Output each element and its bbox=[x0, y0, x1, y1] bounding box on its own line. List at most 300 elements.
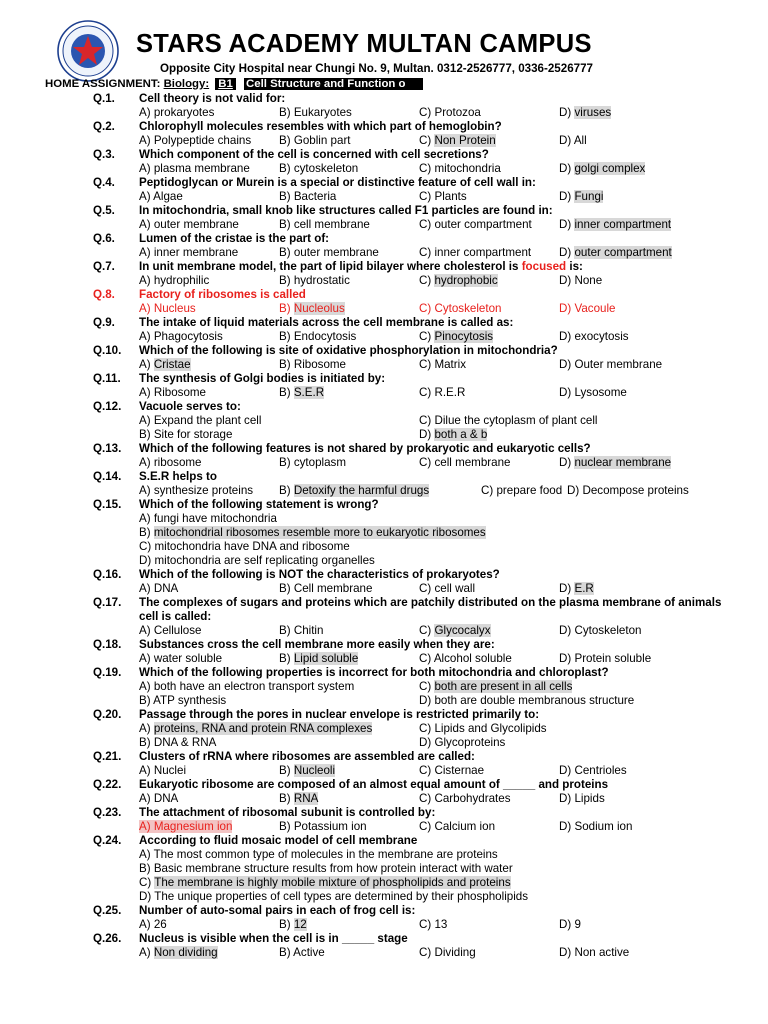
answer-option bbox=[559, 302, 616, 316]
answer-option bbox=[279, 358, 346, 372]
question-text-part: Substances cross the cell membrane more easily when they are: bbox=[139, 638, 495, 651]
answer-option bbox=[559, 106, 611, 120]
answer-option bbox=[279, 246, 379, 260]
question-text bbox=[139, 778, 608, 792]
option-row bbox=[0, 414, 768, 428]
question-number: Q.26. bbox=[93, 932, 122, 945]
question-text-part: In mitochondria, small knob like structures called F1 particles are found in: bbox=[139, 204, 553, 217]
answer-option bbox=[419, 582, 475, 596]
question-line bbox=[0, 260, 768, 274]
question-line bbox=[0, 638, 768, 652]
question-number: Q.22. bbox=[93, 778, 122, 791]
answer-option bbox=[419, 652, 512, 666]
answer-option bbox=[139, 680, 354, 694]
answer-option bbox=[279, 330, 356, 344]
academy-title: STARS ACADEMY MULTAN CAMPUS bbox=[136, 30, 592, 58]
option-text: C) Cytoskeleton bbox=[419, 302, 502, 315]
question-text-part: Which of the following properties is incorrect for both mitochondria and chloroplast? bbox=[139, 666, 609, 679]
question-text-part: S.E.R helps to bbox=[139, 470, 217, 483]
option-row bbox=[0, 302, 768, 316]
answer-option bbox=[559, 162, 645, 176]
option-text: D) Non active bbox=[559, 946, 630, 959]
answer-option bbox=[419, 722, 547, 736]
option-text: B) Endocytosis bbox=[279, 330, 357, 343]
option-row bbox=[0, 330, 768, 344]
question-text-part: The synthesis of Golgi bodies is initiated by: bbox=[139, 372, 386, 385]
question-text-part: Clusters of rRNA where ribosomes are assembled are called: bbox=[139, 750, 475, 763]
option-text: A) The most common type of molecules in the membrane are proteins bbox=[139, 848, 498, 861]
answer-option bbox=[419, 190, 467, 204]
marked-answer-text: Glycocalyx bbox=[434, 624, 491, 637]
option-text: A) fungi have mitochondria bbox=[139, 512, 277, 525]
answer-option bbox=[419, 386, 465, 400]
question-text bbox=[139, 400, 241, 414]
marked-answer-text: Detoxify the harmful drugs bbox=[293, 484, 430, 497]
question-line bbox=[0, 708, 768, 722]
answer-option bbox=[139, 876, 511, 890]
answer-option bbox=[279, 484, 429, 498]
answer-option bbox=[559, 274, 602, 288]
option-row bbox=[0, 876, 768, 890]
question-line bbox=[0, 806, 768, 820]
answer-option bbox=[559, 624, 641, 638]
answer-option bbox=[279, 274, 350, 288]
option-text: C) cell membrane bbox=[419, 456, 511, 469]
option-text: B) Ribosome bbox=[279, 358, 347, 371]
answer-option bbox=[279, 918, 307, 932]
question-number: Q.8. bbox=[93, 288, 115, 301]
answer-option bbox=[419, 736, 505, 750]
option-text: B) Basic membrane structure results from how protein interact with water bbox=[139, 862, 513, 875]
question-text bbox=[139, 372, 385, 386]
topic-title: Cell Structure and Function o bbox=[244, 78, 423, 90]
option-text: A) Algae bbox=[139, 190, 183, 203]
answer-option bbox=[139, 582, 178, 596]
option-text: C) prepare food bbox=[481, 484, 563, 497]
question-text-part: Which of the following is site of oxidative phosphorylation in mitochondria? bbox=[139, 344, 558, 357]
option-text: C) Alcohol soluble bbox=[419, 652, 512, 665]
question-number: Q.3. bbox=[93, 148, 115, 161]
academy-address: Opposite City Hospital near Chungi No. 9, Multan. 0312-2526777, 0336-2526777 bbox=[160, 62, 593, 75]
option-text: D) Vacoule bbox=[559, 302, 616, 315]
question-number: Q.12. bbox=[93, 400, 122, 413]
question-text-part: Cell theory is not valid for: bbox=[139, 92, 286, 105]
option-letter: D) bbox=[559, 218, 575, 231]
answer-option bbox=[279, 134, 351, 148]
option-letter: A) bbox=[139, 358, 154, 371]
option-text: B) cytoskeleton bbox=[279, 162, 359, 175]
option-text: B) Bacteria bbox=[279, 190, 337, 203]
option-row bbox=[0, 918, 768, 932]
question-text bbox=[139, 708, 539, 722]
answer-option bbox=[279, 820, 367, 834]
question-line bbox=[0, 498, 768, 512]
question-number: Q.25. bbox=[93, 904, 122, 917]
answer-option bbox=[419, 820, 495, 834]
question-text-part: Factory of ribosomes is called bbox=[139, 288, 306, 301]
marked-answer-text: mitochondrial ribosomes resemble more to eukaryotic ribosomes bbox=[153, 526, 486, 539]
question-text-part: Which of the following features is not shared by prokaryotic and eukaryotic cells? bbox=[139, 442, 591, 455]
answer-option bbox=[559, 330, 629, 344]
question-number: Q.21. bbox=[93, 750, 122, 763]
answer-option bbox=[139, 554, 375, 568]
option-row bbox=[0, 274, 768, 288]
answer-option bbox=[279, 106, 352, 120]
answer-option bbox=[279, 624, 323, 638]
option-text: A) inner membrane bbox=[139, 246, 239, 259]
answer-option bbox=[559, 918, 581, 932]
option-row bbox=[0, 820, 768, 834]
option-row bbox=[0, 526, 768, 540]
marked-answer-text: Pinocytosis bbox=[434, 330, 494, 343]
option-letter: C) bbox=[419, 624, 435, 637]
question-number: Q.23. bbox=[93, 806, 122, 819]
option-row bbox=[0, 386, 768, 400]
answer-option bbox=[139, 764, 186, 778]
answer-option bbox=[419, 274, 498, 288]
option-text: A) Nucleus bbox=[139, 302, 196, 315]
question-text bbox=[139, 470, 217, 484]
question-text bbox=[139, 316, 513, 330]
answer-option bbox=[419, 680, 572, 694]
question-text-part: Lumen of the cristae is the part of: bbox=[139, 232, 330, 245]
answer-option bbox=[139, 722, 372, 736]
answer-option bbox=[139, 890, 528, 904]
question-text bbox=[139, 120, 502, 134]
answer-option bbox=[419, 330, 493, 344]
option-letter: B) bbox=[279, 792, 294, 805]
option-text: A) both have an electron transport system bbox=[139, 680, 355, 693]
question-text-part: Peptidoglycan or Murein is a special or distinctive feature of cell wall in: bbox=[139, 176, 536, 189]
option-letter: B) bbox=[279, 652, 294, 665]
question-line bbox=[0, 750, 768, 764]
question-text bbox=[139, 638, 495, 652]
answer-option bbox=[279, 652, 358, 666]
question-text-part: is: bbox=[566, 260, 583, 273]
option-letter: B) bbox=[279, 484, 294, 497]
question-line bbox=[0, 148, 768, 162]
option-text: D) Lipids bbox=[559, 792, 605, 805]
marked-answer-text: viruses bbox=[574, 106, 612, 119]
option-text: D) All bbox=[559, 134, 587, 147]
question-text-part: According to fluid mosaic model of cell membrane bbox=[139, 834, 418, 847]
option-text: D) The unique properties of cell types are determined by their phospholipids bbox=[139, 890, 529, 903]
assignment-heading bbox=[45, 78, 423, 92]
option-row bbox=[0, 764, 768, 778]
answer-option bbox=[559, 190, 603, 204]
question-text-part: Which component of the cell is concerned with cell secretions? bbox=[139, 148, 489, 161]
option-letter: D) bbox=[559, 582, 575, 595]
question-number: Q.4. bbox=[93, 176, 115, 189]
option-text: D) Centrioles bbox=[559, 764, 627, 777]
answer-option bbox=[139, 330, 223, 344]
question-text bbox=[139, 806, 435, 820]
option-letter: C) bbox=[419, 274, 435, 287]
question-text bbox=[139, 148, 489, 162]
option-text: C) Dilue the cytoplasm of plant cell bbox=[419, 414, 598, 427]
option-row bbox=[0, 554, 768, 568]
option-row bbox=[0, 358, 768, 372]
option-text: B) ATP synthesis bbox=[139, 694, 227, 707]
option-text: A) DNA bbox=[139, 792, 179, 805]
answer-option bbox=[419, 106, 481, 120]
question-text-part: The attachment of ribosomal subunit is controlled by: bbox=[139, 806, 436, 819]
answer-option bbox=[139, 358, 191, 372]
marked-answer-text: 12 bbox=[293, 918, 307, 931]
answer-option bbox=[139, 946, 218, 960]
marked-answer-text: E.R bbox=[574, 582, 594, 595]
option-letter: A) bbox=[139, 946, 154, 959]
option-text: B) Potassium ion bbox=[279, 820, 367, 833]
answer-option bbox=[279, 792, 318, 806]
option-letter: B) bbox=[279, 302, 294, 315]
question-text-emphasis: focused bbox=[521, 260, 567, 273]
option-text: C) Plants bbox=[419, 190, 467, 203]
option-text: C) Calcium ion bbox=[419, 820, 496, 833]
marked-answer-text: RNA bbox=[293, 792, 319, 805]
question-text bbox=[139, 834, 417, 848]
answer-option bbox=[139, 162, 250, 176]
question-text-part: The complexes of sugars and proteins which are patchily distributed on the plasma membrane of animals cell is called: bbox=[139, 596, 722, 623]
answer-option bbox=[419, 428, 487, 442]
answer-option bbox=[419, 162, 501, 176]
option-row bbox=[0, 162, 768, 176]
option-text: D) both are double membranous structure bbox=[419, 694, 635, 707]
marked-answer-text: Cristae bbox=[153, 358, 191, 371]
marked-answer-text: Lipid soluble bbox=[293, 652, 359, 665]
option-text: D) Cytoskeleton bbox=[559, 624, 642, 637]
assignment-label: HOME ASSIGNMENT: bbox=[45, 78, 161, 90]
option-text: D) 9 bbox=[559, 918, 581, 931]
option-text: D) Glycoproteins bbox=[419, 736, 506, 749]
question-line bbox=[0, 288, 768, 302]
option-text: B) outer membrane bbox=[279, 246, 379, 259]
question-text bbox=[139, 232, 329, 246]
option-row bbox=[0, 680, 768, 694]
option-row bbox=[0, 106, 768, 120]
question-text-part: Nucleus is visible when the cell is in _____ stage bbox=[139, 932, 408, 945]
answer-option bbox=[279, 456, 346, 470]
answer-option bbox=[559, 456, 671, 470]
answer-option bbox=[419, 764, 484, 778]
answer-option bbox=[559, 792, 605, 806]
marked-answer-text: A) Magnesium ion bbox=[139, 820, 233, 833]
question-text bbox=[139, 204, 553, 218]
option-text: B) hydrostatic bbox=[279, 274, 350, 287]
academy-logo-seal bbox=[57, 20, 119, 82]
option-row bbox=[0, 792, 768, 806]
option-text: C) Lipids and Glycolipids bbox=[419, 722, 547, 735]
option-text: D) Sodium ion bbox=[559, 820, 633, 833]
question-text-part: In unit membrane model, the part of lipid bilayer where cholesterol is bbox=[139, 260, 522, 273]
answer-option bbox=[481, 484, 562, 498]
option-letter: B) bbox=[279, 918, 294, 931]
answer-option bbox=[279, 162, 358, 176]
question-number: Q.17. bbox=[93, 596, 122, 609]
answer-option bbox=[139, 918, 167, 932]
marked-answer-text: Fungi bbox=[574, 190, 604, 203]
answer-option bbox=[559, 652, 651, 666]
answer-option bbox=[559, 582, 594, 596]
answer-option bbox=[139, 862, 513, 876]
option-row bbox=[0, 946, 768, 960]
option-letter: A) bbox=[139, 722, 154, 735]
option-text: A) water soluble bbox=[139, 652, 223, 665]
option-text: B) Cell membrane bbox=[279, 582, 373, 595]
question-text bbox=[139, 904, 415, 918]
answer-option bbox=[139, 652, 222, 666]
option-text: A) ribosome bbox=[139, 456, 202, 469]
answer-option bbox=[139, 526, 486, 540]
marked-answer-text: golgi complex bbox=[574, 162, 646, 175]
option-text: C) inner compartment bbox=[419, 246, 532, 259]
answer-option bbox=[139, 820, 232, 834]
question-line bbox=[0, 120, 768, 134]
marked-answer-text: nuclear membrane bbox=[574, 456, 672, 469]
marked-answer-text: The membrane is highly mobile mixture of phospholipids and proteins bbox=[154, 876, 511, 889]
option-text: B) cell membrane bbox=[279, 218, 370, 231]
option-text: B) cytoplasm bbox=[279, 456, 347, 469]
question-list bbox=[0, 92, 768, 960]
question-number: Q.13. bbox=[93, 442, 122, 455]
option-row bbox=[0, 652, 768, 666]
option-letter: D) bbox=[559, 190, 575, 203]
answer-option bbox=[419, 946, 476, 960]
question-line bbox=[0, 470, 768, 484]
option-row bbox=[0, 848, 768, 862]
answer-option bbox=[139, 414, 261, 428]
answer-option bbox=[279, 946, 325, 960]
option-row bbox=[0, 694, 768, 708]
option-text: A) prokaryotes bbox=[139, 106, 215, 119]
answer-option bbox=[139, 302, 196, 316]
answer-option bbox=[559, 764, 627, 778]
question-number: Q.11. bbox=[93, 372, 121, 385]
question-line bbox=[0, 232, 768, 246]
option-text: B) Goblin part bbox=[279, 134, 351, 147]
question-number: Q.19. bbox=[93, 666, 122, 679]
answer-option bbox=[559, 946, 629, 960]
option-row bbox=[0, 722, 768, 736]
answer-option bbox=[419, 358, 466, 372]
marked-answer-text: Nucleolus bbox=[293, 302, 345, 315]
question-number: Q.24. bbox=[93, 834, 122, 847]
answer-option bbox=[419, 792, 511, 806]
question-text bbox=[139, 596, 739, 624]
answer-option bbox=[139, 484, 253, 498]
option-text: C) Dividing bbox=[419, 946, 476, 959]
option-row bbox=[0, 862, 768, 876]
question-line bbox=[0, 596, 768, 624]
question-line bbox=[0, 344, 768, 358]
marked-answer-text: hydrophobic bbox=[434, 274, 498, 287]
answer-option bbox=[139, 624, 202, 638]
question-number: Q.15. bbox=[93, 498, 122, 511]
answer-option bbox=[559, 218, 671, 232]
option-text: C) Protozoa bbox=[419, 106, 481, 119]
option-text: A) hydrophilic bbox=[139, 274, 210, 287]
option-text: C) 13 bbox=[419, 918, 448, 931]
answer-option bbox=[139, 512, 277, 526]
marked-answer-text: S.E.R bbox=[293, 386, 325, 399]
answer-option bbox=[279, 764, 335, 778]
question-text bbox=[139, 750, 475, 764]
subject-label: Biology: bbox=[163, 78, 210, 90]
question-number: Q.7. bbox=[93, 260, 115, 273]
option-text: C) mitochondria have DNA and ribosome bbox=[139, 540, 350, 553]
question-text bbox=[139, 176, 536, 190]
question-text-part: The intake of liquid materials across the cell membrane is called as: bbox=[139, 316, 514, 329]
marked-answer-text: Non dividing bbox=[153, 946, 218, 959]
option-row bbox=[0, 540, 768, 554]
option-letter: B) bbox=[279, 386, 294, 399]
marked-answer-text: inner compartment bbox=[574, 218, 672, 231]
option-letter: D) bbox=[559, 106, 575, 119]
option-text: A) Ribosome bbox=[139, 386, 207, 399]
answer-option bbox=[139, 792, 178, 806]
question-text-part: Passage through the pores in nuclear envelope is restricted primarily to: bbox=[139, 708, 540, 721]
answer-option bbox=[419, 624, 491, 638]
question-line bbox=[0, 204, 768, 218]
option-letter: C) bbox=[419, 680, 435, 693]
option-text: C) R.E.R bbox=[419, 386, 466, 399]
option-row bbox=[0, 456, 768, 470]
option-letter: C) bbox=[419, 330, 435, 343]
answer-option bbox=[139, 694, 226, 708]
question-text-part: Which of the following statement is wrong? bbox=[139, 498, 379, 511]
answer-option bbox=[279, 386, 324, 400]
question-text bbox=[139, 568, 500, 582]
option-text: B) Site for storage bbox=[139, 428, 233, 441]
marked-answer-text: both are present in all cells bbox=[434, 680, 573, 693]
option-text: A) Nuclei bbox=[139, 764, 187, 777]
option-text: A) DNA bbox=[139, 582, 179, 595]
option-row bbox=[0, 428, 768, 442]
question-text bbox=[139, 92, 285, 106]
option-text: D) Outer membrane bbox=[559, 358, 663, 371]
answer-option bbox=[419, 414, 598, 428]
option-text: A) outer membrane bbox=[139, 218, 239, 231]
answer-option bbox=[279, 582, 372, 596]
answer-option bbox=[419, 246, 531, 260]
question-text bbox=[139, 260, 583, 274]
question-line bbox=[0, 442, 768, 456]
answer-option bbox=[419, 134, 496, 148]
question-line bbox=[0, 834, 768, 848]
question-line bbox=[0, 666, 768, 680]
question-text bbox=[139, 344, 558, 358]
question-number: Q.9. bbox=[93, 316, 115, 329]
option-text: C) cell wall bbox=[419, 582, 476, 595]
question-text bbox=[139, 442, 591, 456]
option-text: B) Eukaryotes bbox=[279, 106, 352, 119]
question-text bbox=[139, 666, 609, 680]
question-number: Q.2. bbox=[93, 120, 115, 133]
answer-option bbox=[139, 428, 232, 442]
option-text: C) mitochondria bbox=[419, 162, 501, 175]
question-text bbox=[139, 288, 306, 302]
question-line bbox=[0, 778, 768, 792]
question-line bbox=[0, 400, 768, 414]
option-row bbox=[0, 512, 768, 526]
question-number: Q.14. bbox=[93, 470, 122, 483]
answer-option bbox=[419, 456, 511, 470]
option-text: B) Chitin bbox=[279, 624, 324, 637]
question-number: Q.5. bbox=[93, 204, 115, 217]
option-text: C) Carbohydrates bbox=[419, 792, 511, 805]
option-letter: B) bbox=[279, 764, 294, 777]
option-text: C) Matrix bbox=[419, 358, 467, 371]
